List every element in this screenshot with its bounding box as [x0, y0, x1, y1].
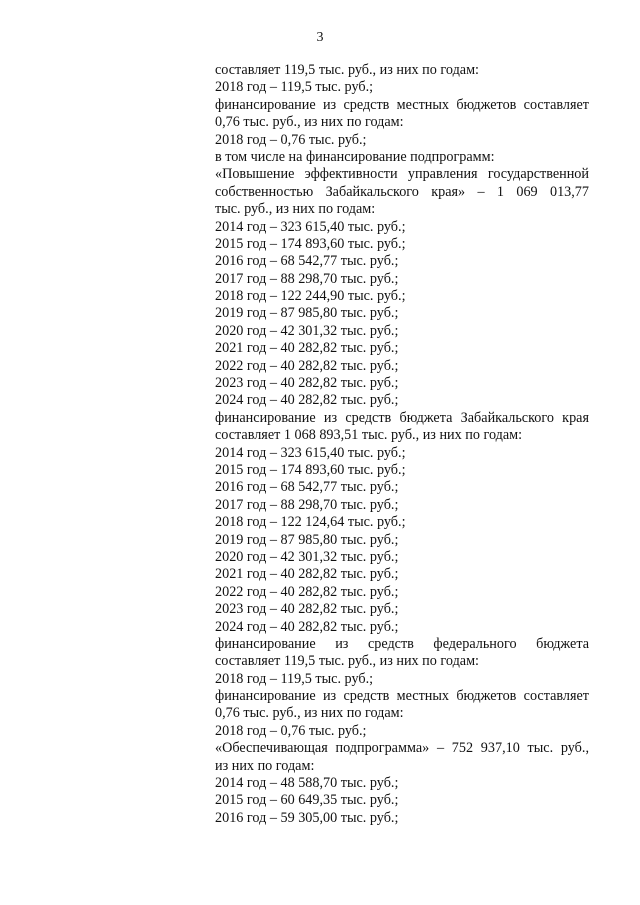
text-line: составляет 1 068 893,51 тыс. руб., из них по годам: — [215, 427, 523, 444]
text-line: «Повышение эффективности управления государственной — [215, 166, 589, 183]
text-line: финансирование из средств местных бюджетов составляет — [215, 688, 589, 705]
text-line: 2018 год – 0,76 тыс. руб.; — [215, 131, 367, 148]
text-line: 2024 год – 40 282,82 тыс. руб.; — [215, 618, 399, 635]
text-line: 0,76 тыс. руб., из них по годам: — [215, 114, 404, 131]
text-line: 2023 год – 40 282,82 тыс. руб.; — [215, 375, 399, 392]
text-line: 2018 год – 119,5 тыс. руб.; — [215, 670, 374, 687]
text-line: составляет 119,5 тыс. руб., из них по годам: — [215, 653, 479, 670]
text-line: 2015 год – 60 649,35 тыс. руб.; — [215, 792, 399, 809]
text-line: 2014 год – 323 615,40 тыс. руб.; — [215, 444, 406, 461]
text-line: 2018 год – 122 244,90 тыс. руб.; — [215, 288, 406, 305]
text-line: 2018 год – 0,76 тыс. руб.; — [215, 722, 367, 739]
text-line: 2015 год – 174 893,60 тыс. руб.; — [215, 235, 406, 252]
text-line: «Обеспечивающая подпрограмма» – 752 937,10 тыс. руб., — [215, 740, 589, 757]
text-line: 2017 год – 88 298,70 тыс. руб.; — [215, 270, 399, 287]
text-line: 0,76 тыс. руб., из них по годам: — [215, 705, 404, 722]
text-line: 2021 год – 40 282,82 тыс. руб.; — [215, 340, 399, 357]
text-line: собственностью Забайкальского края» – 1 069 013,77 — [215, 183, 589, 200]
text-line: 2019 год – 87 985,80 тыс. руб.; — [215, 305, 399, 322]
text-line: 2022 год – 40 282,82 тыс. руб.; — [215, 357, 399, 374]
text-line: финансирование из средств бюджета Забайкальского края — [215, 409, 589, 426]
page-number: 3 — [316, 30, 324, 45]
text-line: 2019 год – 87 985,80 тыс. руб.; — [215, 531, 399, 548]
text-line: составляет 119,5 тыс. руб., из них по годам: — [215, 62, 479, 78]
text-line: 2015 год – 174 893,60 тыс. руб.; — [215, 461, 406, 478]
text-line: 2018 год – 119,5 тыс. руб.; — [215, 79, 374, 96]
text-line: 2020 год – 42 301,32 тыс. руб.; — [215, 322, 399, 339]
text-line: 2023 год – 40 282,82 тыс. руб.; — [215, 601, 399, 618]
text-line: 2022 год – 40 282,82 тыс. руб.; — [215, 583, 399, 600]
text-line: 2017 год – 88 298,70 тыс. руб.; — [215, 496, 399, 513]
text-line: 2021 год – 40 282,82 тыс. руб.; — [215, 566, 399, 583]
text-line: в том числе на финансирование подпрограмм: — [215, 148, 495, 165]
text-line: 2014 год – 48 588,70 тыс. руб.; — [215, 775, 399, 792]
text-line: 2016 год – 59 305,00 тыс. руб.; — [215, 809, 399, 826]
text-line: финансирование из средств местных бюджетов составляет — [215, 96, 589, 113]
document-body — [215, 62, 589, 827]
text-line: 2014 год – 323 615,40 тыс. руб.; — [215, 218, 406, 235]
text-line: 2024 год – 40 282,82 тыс. руб.; — [215, 392, 399, 409]
text-line: тыс. руб., из них по годам: — [215, 201, 376, 218]
text-line: 2018 год – 122 124,64 тыс. руб.; — [215, 514, 406, 531]
text-line: 2016 год – 68 542,77 тыс. руб.; — [215, 479, 399, 496]
text-line: 2020 год – 42 301,32 тыс. руб.; — [215, 548, 399, 565]
text-line: из них по годам: — [215, 757, 315, 774]
text-line: финансирование из средств федерального бюджета — [215, 635, 589, 652]
text-line: 2016 год – 68 542,77 тыс. руб.; — [215, 253, 399, 270]
